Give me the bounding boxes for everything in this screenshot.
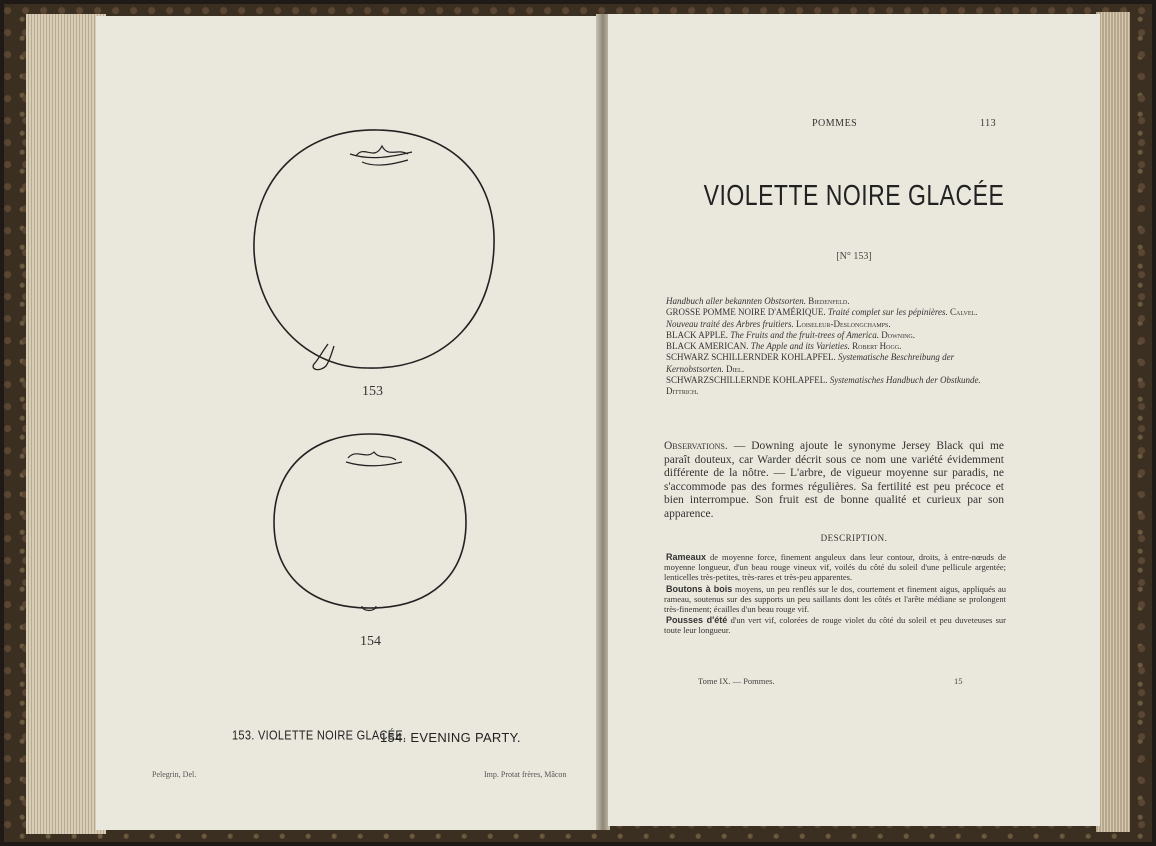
observations-paragraph: Observations. — Downing ajoute le synonyme Jersey Black qui me paraît douteux, car Warder décrit sous ce nom une variété évidemment différente de la nôtre. — L'arbre, de vigueur moyenne sur paradis, ne s'accommode pas des formes régulières. Sa fertilité est peu précoce et bien interrompue. Son fruit est de bonne qualité et curieux par son apparence.	[664, 440, 1004, 520]
description-item: Rameaux de moyenne force, finement anguleux dans leur contour, droits, à entre-nœuds de moyenne longueur, d'un beau rouge vineux vif, voilés du côté du soleil d'une pellicule argentée; lenticelles très-petites, très-rares et très-peu apparentes.	[664, 552, 1006, 583]
reference-item: SCHWARZSCHILLERNDE KOHLAPFEL. Systematisches Handbuch der Obstkunde. Dittrich.	[666, 375, 981, 397]
signature-mark: 15	[954, 676, 963, 686]
caption-153: 153. VIOLETTE NOIRE GLACÉE.	[232, 728, 407, 744]
right-page	[608, 14, 1100, 826]
reference-item: Handbuch aller bekannten Obstsorten. Biedenfeld.	[666, 296, 850, 306]
description-item: Boutons à bois moyens, un peu renflés sur le dos, courtement et finement aigus, appliqués au rameau, soutenus sur des supports un peu saillants dont les côtés et l'arête médiane se prolongent très-finement; écailles d'un beau rouge vif.	[664, 583, 1007, 615]
page-title: VIOLETTE NOIRE GLACÉE	[703, 178, 1005, 212]
apple-153-drawing	[248, 124, 508, 384]
reference-item: Nouveau traité des Arbres fruitiers. Loiseleur-Deslongchamps.	[666, 318, 891, 329]
caption-154: 154. EVENING PARTY.	[380, 730, 521, 745]
reference-item: SCHWARZ SCHILLERNDER KOHLAPFEL. Systematische Beschreibung der Kernobstsorten. Diel.	[666, 352, 955, 374]
running-header: POMMES	[812, 118, 858, 129]
reference-item: GROSSE POMME NOIRE D'AMÉRIQUE. Traité complet sur les pépinières. Calvel.	[666, 307, 978, 318]
reference-item: BLACK APPLE. The Fruits and the fruit-trees of America. Downing.	[666, 329, 916, 340]
volume-footer: Tome IX. — Pommes.	[698, 676, 775, 686]
illustrator-credit: Pelegrin, Del.	[152, 770, 197, 779]
variety-number: [N° 153]	[836, 251, 872, 262]
description-item: Pousses d'été d'un vert vif, colorées de rouge violet du côté du soleil et peu duveteuses sur toute leur longueur.	[664, 615, 1007, 636]
synonym-references	[666, 296, 1006, 398]
right-page-edges	[1096, 12, 1130, 832]
figure-153-label: 153	[362, 384, 383, 399]
left-page-edges	[26, 14, 106, 834]
figure-154-label: 154	[360, 634, 381, 649]
page-number: 113	[980, 118, 997, 129]
printer-credit: Imp. Protat frères, Mâcon	[484, 770, 567, 779]
description-heading: DESCRIPTION.	[820, 533, 888, 543]
description-body	[664, 552, 1006, 637]
reference-item: BLACK AMERICAN. The Apple and its Varieties. Robert Hogg.	[666, 341, 902, 352]
apple-154-drawing	[270, 430, 470, 620]
